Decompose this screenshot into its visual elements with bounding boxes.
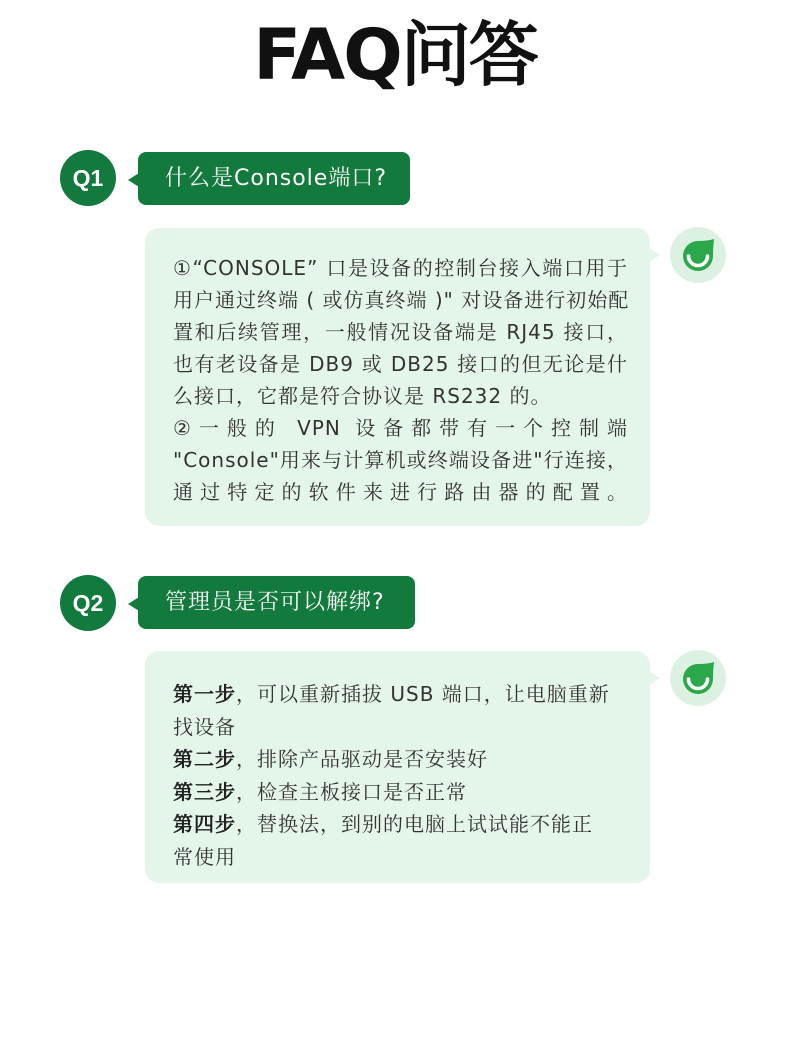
step-label: 第四步: [173, 812, 236, 836]
q1-answer-bubble: [145, 228, 650, 526]
q2-answer-bubble: [145, 651, 650, 883]
answer-line: 也有老设备是 DB9 或 DB25 接口的但无论是什: [173, 352, 628, 376]
answer-line: [173, 808, 628, 841]
step-text: ，检查主板接口是否正常: [236, 779, 467, 804]
answer-line: 么接口，它都是符合协议是 RS232 的。: [173, 384, 552, 408]
q2-badge: Q2: [60, 575, 116, 631]
step-label: 第三步: [173, 779, 236, 804]
answer-line: [173, 776, 628, 809]
step-text: ，替换法，到别的电脑上试试能不能正: [236, 812, 593, 836]
step-text: ，排除产品驱动是否安装好: [236, 747, 488, 771]
q1-question-bubble: [138, 152, 410, 205]
q1-answer-avatar: [670, 227, 726, 283]
answer-line: ②一般的 VPN 设备都带有一个控制端: [173, 416, 628, 440]
answer-line: 置和后续管理，一般情况设备端是 RJ45 接口，: [173, 320, 628, 344]
answer-line: 通过特定的软件来进行路由器的配置。: [173, 480, 628, 504]
answer-bubble-pointer: [649, 248, 660, 262]
smile-leaf-icon: [670, 227, 726, 283]
q1-question-text: 什么是Console端口?: [165, 166, 388, 191]
answer-line: [173, 841, 628, 874]
step-text: ，可以重新插拔 USB 端口，让电脑重新: [236, 682, 610, 706]
answer-line: 用户通过终端 ( 或仿真终端 )" 对设备进行初始配: [173, 288, 630, 312]
smile-leaf-icon: [670, 650, 726, 706]
q2-question-text: 管理员是否可以解绑?: [165, 590, 385, 615]
q2-answer-avatar: [670, 650, 726, 706]
step-text: 找设备: [173, 714, 236, 739]
question-bubble-pointer: [128, 173, 139, 187]
step-text: 常使用: [173, 844, 236, 869]
question-bubble-pointer: [128, 597, 139, 611]
q1-badge: Q1: [60, 150, 116, 206]
step-label: 第一步: [173, 682, 236, 706]
answer-line: [173, 678, 628, 711]
answer-line: [173, 743, 628, 776]
page-title: FAQ问答: [253, 14, 537, 96]
q2-answer-text: [173, 678, 628, 873]
answer-line: [173, 711, 628, 744]
step-label: 第二步: [173, 747, 236, 771]
answer-line: "Console"用来与计算机或终端设备进"行连接，: [173, 448, 628, 472]
q1-answer-text: [173, 252, 628, 508]
q2-question-bubble: [138, 576, 415, 629]
answer-line: ①“CONSOLE” 口是设备的控制台接入端口用于: [173, 256, 628, 280]
answer-bubble-pointer: [649, 671, 660, 685]
